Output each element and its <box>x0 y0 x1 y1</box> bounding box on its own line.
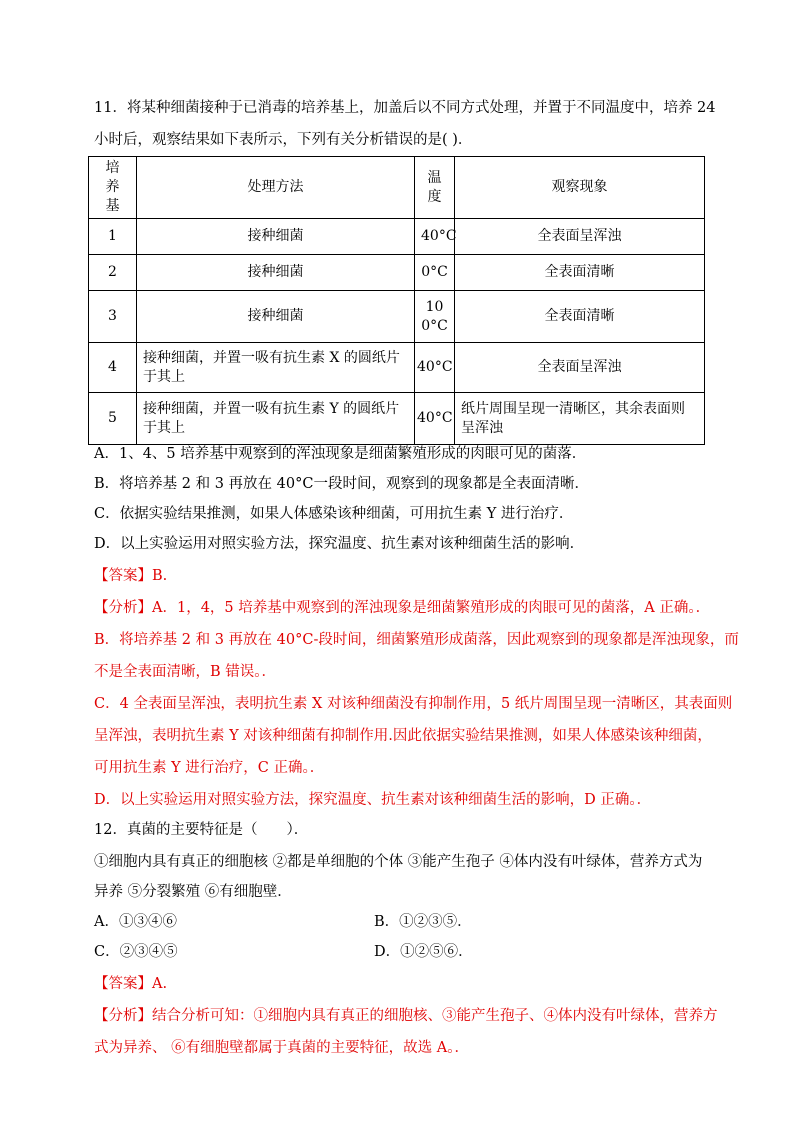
q12-stem: 12．真菌的主要特征是（ ）． <box>94 822 309 838</box>
q12-option-c: C．②③④⑤ <box>94 944 178 960</box>
q12-analysis-line: 【分析】结合分析可知：①细胞内具有真正的细胞核、③能产生孢子、④体内没有叶绿体，营养方 <box>94 1008 718 1024</box>
table-cell: 1 <box>89 219 137 255</box>
table-header-cell: 处理方法 <box>137 157 415 219</box>
q11-analysis-line: D．以上实验运用对照实验方法，探究温度、抗生素对该种细菌生活的影响，D 正确。． <box>94 792 652 808</box>
q11-analysis-line: 【分析】A．1，4，5 培养基中观察到的浑浊现象是细菌繁殖形成的肉眼可见的菌落，A 正确。． <box>94 600 711 616</box>
table-cell: 接种细菌 <box>137 255 415 291</box>
table-cell: 40°C <box>415 393 455 445</box>
table-header-cell: 培养基 <box>89 157 137 219</box>
table-cell: 3 <box>89 291 137 343</box>
q11-analysis-line: 可用抗生素 Y 进行治疗，C 正确。． <box>94 760 325 776</box>
table-cell: 接种细菌，并置一吸有抗生素 Y 的圆纸片于其上 <box>137 393 415 445</box>
q12-answer: 【答案】A. <box>94 976 168 992</box>
table-cell: 40°C <box>415 343 455 393</box>
q12-items-line-2: 异养 ⑤分裂繁殖 ⑥有细胞壁． <box>94 884 292 900</box>
q11-analysis-line: 不是全表面清晰，B 错误。． <box>94 664 277 680</box>
q11-option-a: A．1、4、5 培养基中观察到的浑浊现象是细菌繁殖形成的肉眼可见的菌落． <box>94 446 587 462</box>
q11-analysis-line: B．将培养基 2 和 3 再放在 40°C-段时间，细菌繁殖形成菌落，因此观察到的现象都是浑浊现象，而 <box>94 632 739 648</box>
table-row <box>89 255 705 291</box>
q11-analysis-line: 呈浑浊，表明抗生素 Y 对该种细菌有抑制作用.因此依据实验结果推测，如果人体感染该种细菌， <box>94 728 712 744</box>
table-cell: 4 <box>89 343 137 393</box>
table-cell: 接种细菌 <box>137 291 415 343</box>
q12-items-line-1: ①细胞内具有真正的细胞核 ②都是单细胞的个体 ③能产生孢子 ④体内没有叶绿体，营养方式为 <box>94 854 703 870</box>
table-row <box>89 219 705 255</box>
table-row <box>89 291 705 343</box>
table-cell: 40°C <box>415 219 455 255</box>
q12-analysis-line: 式为异养、 ⑥有细胞壁都属于真菌的主要特征，故选 A。． <box>94 1040 469 1056</box>
table-cell: 5 <box>89 393 137 445</box>
table-row <box>89 343 705 393</box>
q12-option-b: B．①②③⑤． <box>374 914 472 930</box>
table-row <box>89 393 705 445</box>
table-header-row <box>89 157 705 219</box>
q11-option-b: B．将培养基 2 和 3 再放在 40°C一段时间，观察到的现象都是全表面清晰． <box>94 476 589 492</box>
q12-option-a: A．①③④⑥ <box>94 914 177 930</box>
table-cell: 纸片周围呈现一清晰区，其余表面则呈浑浊 <box>455 393 705 445</box>
q11-answer: 【答案】B. <box>94 568 168 584</box>
table-cell: 全表面清晰 <box>455 291 705 343</box>
table-header-cell: 温度 <box>415 157 455 219</box>
table-cell: 全表面呈浑浊 <box>455 343 705 393</box>
q11-table <box>88 156 705 445</box>
table-cell: 100°C <box>415 291 455 343</box>
table-cell: 2 <box>89 255 137 291</box>
q11-option-d: D．以上实验运用对照实验方法，探究温度、抗生素对该种细菌生活的影响． <box>94 536 585 552</box>
table-cell: 0°C <box>415 255 455 291</box>
q11-analysis-line: C．4 全表面呈浑浊，表明抗生素 X 对该种细菌没有抑制作用，5 纸片周围呈现一清晰区，其表面则 <box>94 696 733 712</box>
table-header-cell: 观察现象 <box>455 157 705 219</box>
q11-stem-line-1: 11．将某种细菌接种于已消毒的培养基上，加盖后以不同方式处理，并置于不同温度中，培养 24 <box>94 100 716 116</box>
table-cell: 全表面呈浑浊 <box>455 219 705 255</box>
table-cell: 接种细菌 <box>137 219 415 255</box>
q12-option-d: D．①②⑤⑥． <box>374 944 473 960</box>
q11-stem-line-2: 小时后，观察结果如下表所示，下列有关分析错误的是( )． <box>94 132 473 148</box>
q11-option-c: C．依据实验结果推测，如果人体感染该种细菌，可用抗生素 Y 进行治疗． <box>94 506 574 522</box>
table-cell: 全表面清晰 <box>455 255 705 291</box>
table-cell: 接种细菌，并置一吸有抗生素 X 的圆纸片于其上 <box>137 343 415 393</box>
